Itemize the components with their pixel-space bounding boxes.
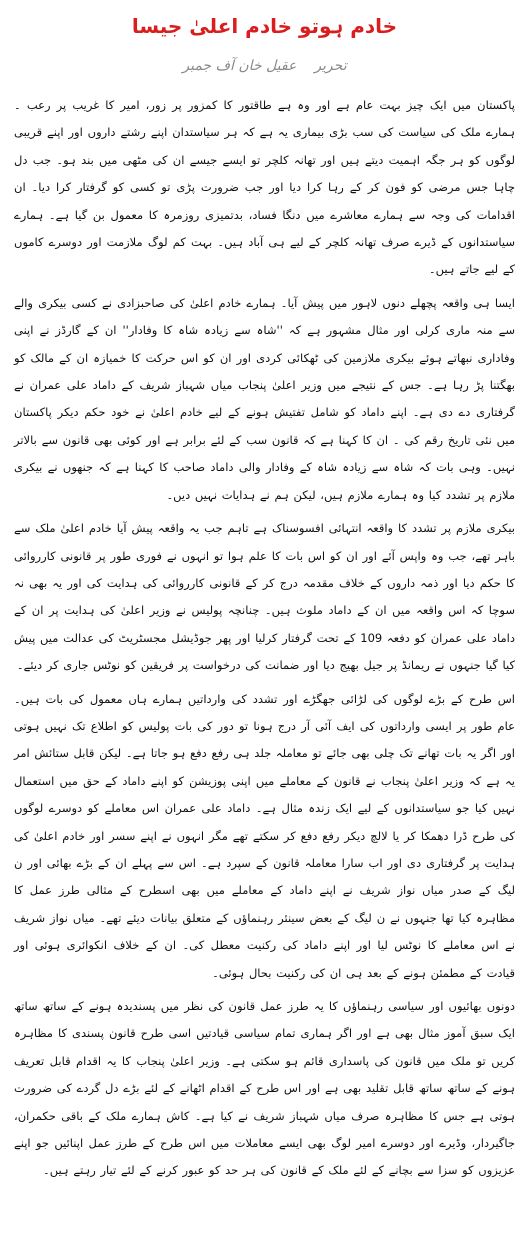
article-title: خادم ہوتو خادم اعلیٰ جیسا [131,14,398,38]
byline-lead: تحریر [314,58,347,74]
author-name: عقیل خان آف جمبر [182,58,297,74]
article-paragraph: ایسا ہی واقعہ پچھلے دنوں لاہور میں پیش آیا۔ ہمارے خادم اعلیٰ کی صاحبزادی نے کسی بیکری والے سے منہ ماری کرلی اور مثال مشہور ہے کہ ''شاہ سے زیادہ شاہ کا وفادار'' ان کے گارڈز نے اپنی وفاداری نبھاتے ہوئے بیکری ملازمین کی ٹھکائی کردی اور ان کو اس حرکت کا خمیازہ ان کے مالک کو بھگتنا پڑ رہا ہے۔ جس کے نتیجے میں وزیر اعلیٰ پنجاب میاں شہباز شریف کے داماد علی عمران نے گرفتاری دے دی ہے۔ اپنے داماد کو شامل تفتیش ہونے کے لیے خادم اعلیٰ نے خود حکم دیکر پاکستان میں نئی تاریخ رقم کی ۔ ان کا کہنا ہے کہ قانون سب کے لئے برابر ہے اور کوئی بھی قانون سے بالاتر نہیں۔ وہی بات کہ شاہ سے زیادہ شاہ کے وفادار والی داماد صاحب کا کہنا ہے کہ جنھوں نے بیکری ملازم پر تشدد کیا وہ ہمارے ملازم ہیں، لیکن ہم نے ہدایات نہیں دیں۔ [14,295,515,502]
author-byline [14,54,515,82]
article-paragraph: اس طرح کے بڑے لوگوں کی لڑائی جھگڑے اور تشدد کی وارداتیں ہمارے ہاں معمول کی بات ہیں۔ عام طور پر ایسی وارداتوں کی ایف آئی آر درج ہونا تو دور کی بات پولیس کو اطلاع تک نہیں ہوتی اور اگر یہ بات تھانے تک چلی بھی جائے تو معاملہ جلد ہی رفع دفع ہو جاتا ہے۔ لیکن قابل ستائش امر یہ ہے کہ وزیر اعلیٰ پنجاب نے قانون کے معاملے میں اپنی پوزیشن کو اپنے داماد کے حق میں استعمال نہیں کیا جو سیاستدانوں کے لیے ایک زندہ مثال ہے۔ داماد علی عمران اس معاملے کو دوسرے لوگوں کی طرح ڈرا دھمکا کر یا لالچ دیکر رفع دفع کر سکتے تھے مگر انہوں نے اپنے سسر اور خادم اعلیٰ کی ہدایت پر گرفتاری دی اور اب سارا معاملہ قانون کے سپرد ہے۔ اس سے پہلے ان کے بڑے بھائی اور ن لیگ کے صدر میاں نواز شریف نے اپنے داماد کے معاملے میں بھی اسطرح کے مثالی طرز عمل کا مظاہرہ کیا تھا جنہوں نے ن لیگ کے بعض سینئر رہنماؤں کے متعلق بیانات دیئے تھے۔ میاں نواز شریف نے اس معاملے کا نوٹس لیا اور اپنے داماد کی رکنیت معطل کی۔ ان کے خلاف انکوائری ہوئی اور قیادت کے مطمئن ہونے کے بعد ہی ان کی رکنیت بحال ہوئی۔ [14,691,515,980]
article-paragraph: پاکستان میں ایک چیز بہت عام ہے اور وہ ہے طاقتور کا کمزور پر زور، امیر کا غریب پر رعب ۔ ہمارے ملک کی سیاست کی سب بڑی بیماری یہ ہے کہ ہر سیاستدان اپنے رشتے داروں اور اپنے قریبی لوگوں کو ہر جگہ اہمیت دیتے ہیں اور تھانہ کلچر تو ایسے جیسے ان کی مٹھی میں بند ہو۔ جب دل چاہا جس مرضی کو فون کر کے رہا کرا دیا اور جب ضرورت پڑی تو کسی کو گرفتار کرا دیا۔ ان اقدامات کی وجہ سے ہمارے معاشرے میں دنگا فساد، بدتمیزی روزمرہ کا معمول بن گیا ہے۔ ہمارے سیاستدانوں کے ڈیرے صرف تھانہ کلچر کے لیے ہی آباد ہیں۔ بہت کم لوگ ملازمت اور دوسرے کاموں کے لیے جاتے ہیں۔ [14,98,515,277]
article-paragraph: بیکری ملازم پر تشدد کا واقعہ انتہائی افسوسناک ہے تاہم جب یہ واقعہ پیش آیا خادم اعلیٰ ملک سے باہر تھے، جب وہ واپس آئے اور ان کو اس بات کا علم ہوا تو انہوں نے فوری طور پر قانونی کارروائی کا حکم دیا اور ذمہ داروں کے خلاف مقدمہ درج کر کے قانونی کارروائی کی ہدایت کی اور یہ بھی نہ سوچا کہ اس واقعہ میں ان کے داماد ملوث ہیں۔ چنانچہ پولیس نے وزیر اعلیٰ کی ہدایت پر ان کے داماد علی عمران کو دفعہ 109 کے تحت گرفتار کرلیا اور پھر جوڈیشل مجسٹریٹ کی عدالت میں پیش کیا گیا جنہوں نے ریمانڈ پر جیل بھیج دیا اور ضمانت کی درخواست پر فریقین کو نوٹس جاری کر دیئے۔ [14,521,515,673]
article-paragraph: دونوں بھائیوں اور سیاسی رہنماؤں کا یہ طرز عمل قانون کی نظر میں پسندیدہ ہونے کے ساتھ ساتھ ایک سبق آموز مثال بھی ہے اور اگر ہماری تمام سیاسی قیادتیں اسی طرح قانون پسندی کا مظاہرہ کریں تو ملک میں قانون کی پاسداری قائم ہو سکتی ہے۔ وزیر اعلیٰ پنجاب کا یہ اقدام قابل تعریف ہونے کے ساتھ ساتھ قابل تقلید بھی ہے اور اس طرح کے اقدام اٹھانے کے لئے بڑے دل گردے کی ضرورت ہوتی ہے جس کا مظاہرہ صرف میاں شہباز شریف نے کیا ہے۔ کاش ہمارے ملک کے باقی حکمران، جاگیردار، وڈیرے اور دوسرے امیر لوگ بھی ایسے معاملات میں اس طرح کے طرز عمل اپنائیں جو اپنے عزیزوں کو سزا سے بچانے کے لئے ملک کے قانون کی ہر حد کو عبور کرنے کے لئے تیار رہتے ہیں۔ [14,999,515,1178]
article-body [14,92,515,1185]
